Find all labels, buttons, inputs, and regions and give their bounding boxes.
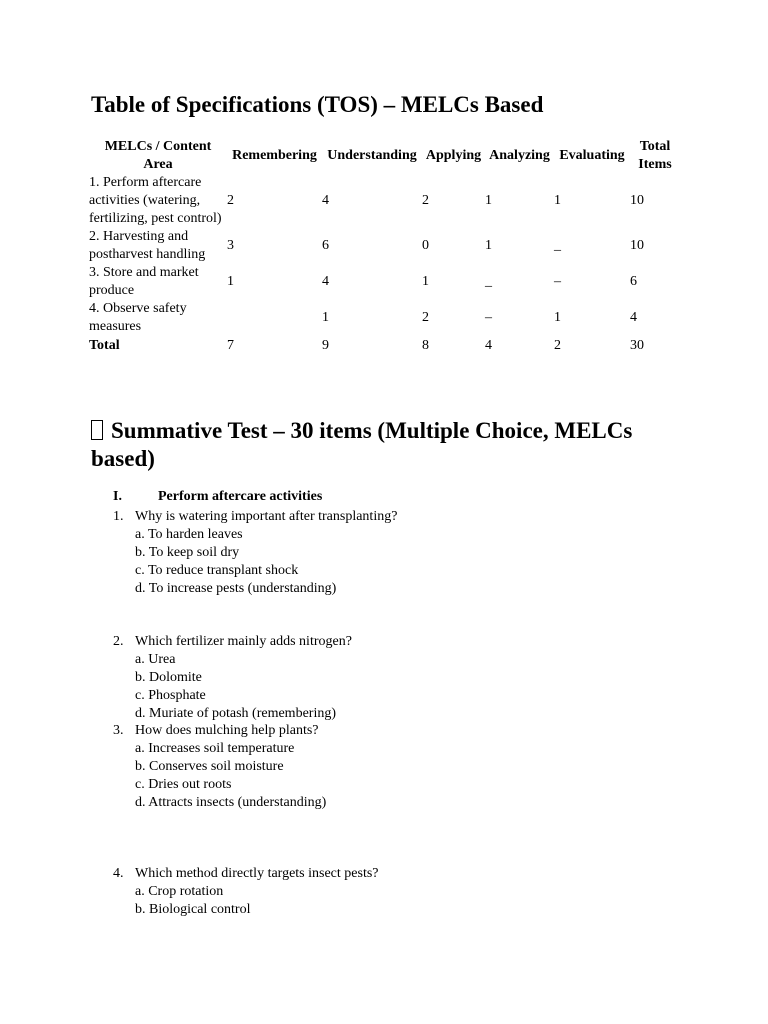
answer-option: c. To reduce transplant shock <box>135 563 299 578</box>
total-cell: 6 <box>630 274 637 289</box>
understanding-cell: 1 <box>322 310 329 325</box>
missing-glyph-icon <box>91 420 103 440</box>
applying-cell: 2 <box>422 310 429 325</box>
evaluating-cell: – <box>554 274 561 289</box>
analyzing-cell: 1 <box>485 193 492 208</box>
answer-option: a. To harden leaves <box>135 527 243 542</box>
evaluating-cell: _ <box>554 238 561 253</box>
understanding-cell: 4 <box>322 193 329 208</box>
applying-cell: 1 <box>422 274 429 289</box>
summative-heading <box>91 417 671 473</box>
answer-option: b. To keep soil dry <box>135 545 240 560</box>
question-number: 3. <box>113 723 124 738</box>
analyzing-cell: – <box>485 310 492 325</box>
tos-table <box>89 138 680 356</box>
header-total-items: Total Items <box>638 139 672 172</box>
answer-option: d. Attracts insects (understanding) <box>135 795 327 810</box>
header-remembering: Remembering <box>232 148 317 163</box>
table-row <box>89 300 680 336</box>
question-number: 2. <box>113 634 124 649</box>
grand-total: 30 <box>630 338 644 353</box>
question-item <box>113 722 326 812</box>
table-row <box>89 228 680 264</box>
page-title: Table of Specifications (TOS) – MELCs Based <box>91 92 544 117</box>
question-text: Which method directly targets insect pests? <box>135 866 379 881</box>
question-text: Which fertilizer mainly adds nitrogen? <box>135 634 352 649</box>
melc-cell: 1. Perform aftercare activities (watering, fertilizing, pest control) <box>89 175 222 226</box>
total-cell: 10 <box>630 193 644 208</box>
answer-option: a. Urea <box>135 652 176 667</box>
evaluating-cell: 1 <box>554 193 561 208</box>
remembering-cell <box>227 300 322 336</box>
answer-option: a. Increases soil temperature <box>135 741 295 756</box>
remembering-cell: 1 <box>227 274 234 289</box>
question-text: How does mulching help plants? <box>135 723 319 738</box>
answer-option: c. Dries out roots <box>135 777 232 792</box>
summative-heading-text: Summative Test – 30 items (Multiple Choice, MELCs based) <box>91 418 633 471</box>
answer-option: d. Muriate of potash (remembering) <box>135 706 336 721</box>
melc-cell: 2. Harvesting and postharvest handling <box>89 229 206 262</box>
section-number: I. <box>113 489 122 504</box>
melc-cell: 4. Observe safety measures <box>89 301 187 334</box>
remembering-cell: 3 <box>227 238 234 253</box>
total-cell: 4 <box>630 310 637 325</box>
question-number: 4. <box>113 866 124 881</box>
understanding-cell: 6 <box>322 238 329 253</box>
remembering-total: 7 <box>227 338 234 353</box>
analyzing-cell: 1 <box>485 238 492 253</box>
answer-option: c. Phosphate <box>135 688 206 703</box>
section-heading <box>113 489 322 505</box>
answer-option: b. Conserves soil moisture <box>135 759 284 774</box>
section-title: Perform aftercare activities <box>158 489 323 504</box>
analyzing-total: 4 <box>485 338 492 353</box>
remembering-cell: 2 <box>227 193 234 208</box>
understanding-cell: 4 <box>322 274 329 289</box>
header-evaluating: Evaluating <box>559 148 625 163</box>
header-analyzing: Analyzing <box>489 148 550 163</box>
header-applying: Applying <box>425 148 482 163</box>
table-row <box>89 264 680 300</box>
total-label: Total <box>89 338 120 353</box>
evaluating-cell: 1 <box>554 310 561 325</box>
question-item <box>113 508 397 598</box>
header-melc: MELCs / Content Area <box>104 139 212 172</box>
applying-cell: 0 <box>422 238 429 253</box>
tos-header-row <box>89 138 680 174</box>
question-text: Why is watering important after transplanting? <box>135 509 398 524</box>
header-understanding: Understanding <box>327 148 417 163</box>
applying-cell: 2 <box>422 193 429 208</box>
evaluating-total: 2 <box>554 338 561 353</box>
applying-total: 8 <box>422 338 429 353</box>
analyzing-cell: _ <box>485 274 492 289</box>
question-item <box>113 633 352 723</box>
answer-option: a. Crop rotation <box>135 884 224 899</box>
understanding-total: 9 <box>322 338 329 353</box>
answer-option: b. Biological control <box>135 902 251 917</box>
table-row <box>89 174 680 228</box>
question-number: 1. <box>113 509 124 524</box>
answer-option: d. To increase pests (understanding) <box>135 581 337 596</box>
question-item <box>113 865 379 919</box>
total-cell: 10 <box>630 238 644 253</box>
melc-cell: 3. Store and market produce <box>89 265 199 298</box>
answer-option: b. Dolomite <box>135 670 202 685</box>
table-total-row <box>89 336 680 356</box>
